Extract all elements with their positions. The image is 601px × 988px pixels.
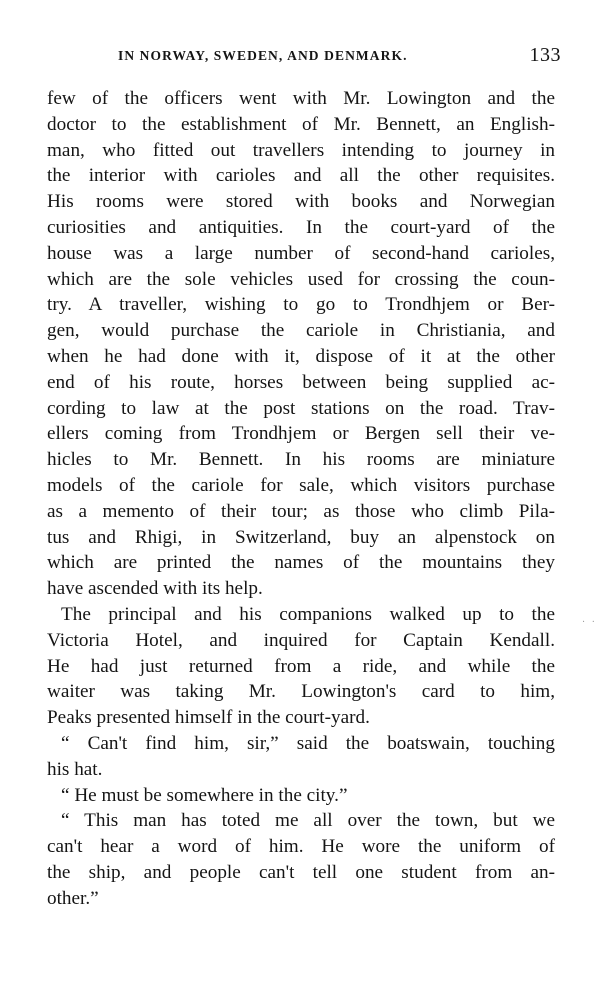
text-line: man, who fitted out travellers intending to journey in bbox=[47, 139, 555, 161]
paragraph bbox=[47, 602, 555, 731]
text-line: other.” bbox=[47, 887, 99, 909]
running-head: IN NORWAY, SWEDEN, AND DENMARK. bbox=[118, 48, 408, 63]
paragraph bbox=[47, 731, 555, 783]
text-line: which are printed the names of the mountains they bbox=[47, 552, 555, 574]
text-line: hicles to Mr. Bennett. In his rooms are miniature bbox=[47, 449, 555, 471]
paragraph bbox=[47, 783, 555, 809]
text-line: He had just returned from a ride, and while the bbox=[47, 655, 555, 677]
body-text bbox=[47, 86, 555, 912]
text-line: Victoria Hotel, and inquired for Captain Kendall. bbox=[47, 629, 555, 651]
text-line: waiter was taking Mr. Lowington's card to him, bbox=[47, 681, 555, 703]
text-line: have ascended with its help. bbox=[47, 578, 263, 600]
text-line: when he had done with it, dispose of it at the other bbox=[47, 345, 555, 367]
text-line: tus and Rhigi, in Switzerland, buy an alpenstock on bbox=[47, 526, 555, 548]
text-line: gen, would purchase the cariole in Christiania, and bbox=[47, 320, 555, 342]
text-line: “ Can't find him, sir,” said the boatswain, touching bbox=[61, 732, 555, 754]
text-line: cording to law at the post stations on the road. Trav- bbox=[47, 397, 555, 419]
text-line: try. A traveller, wishing to go to Trondhjem or Ber- bbox=[47, 294, 555, 316]
text-line: doctor to the establishment of Mr. Bennett, an English- bbox=[47, 113, 555, 135]
page-number: 133 bbox=[529, 44, 561, 66]
text-line: the interior with carioles and all the other requisites. bbox=[47, 165, 555, 187]
paragraph bbox=[47, 808, 555, 911]
text-line: ellers coming from Trondhjem or Bergen sell their ve- bbox=[47, 423, 555, 445]
page-header bbox=[118, 44, 561, 70]
text-line: the ship, and people can't tell one student from an- bbox=[47, 861, 555, 883]
text-line: end of his route, horses between being supplied ac- bbox=[47, 371, 555, 393]
text-line: few of the officers went with Mr. Lowington and the bbox=[47, 88, 555, 109]
text-line: The principal and his companions walked up to the bbox=[61, 603, 555, 625]
text-line: models of the cariole for sale, which visitors purchase bbox=[47, 474, 555, 496]
paragraph bbox=[47, 86, 555, 602]
text-line: His rooms were stored with books and Norwegian bbox=[47, 191, 555, 213]
text-line: “ He must be somewhere in the city.” bbox=[61, 784, 348, 806]
text-line: Peaks presented himself in the court-yard. bbox=[47, 707, 370, 729]
text-line: his hat. bbox=[47, 758, 103, 780]
text-line: as a memento of their tour; as those who climb Pila- bbox=[47, 500, 555, 522]
text-line: which are the sole vehicles used for crossing the coun- bbox=[47, 268, 555, 290]
text-line: can't hear a word of him. He wore the uniform of bbox=[47, 836, 555, 858]
text-line: “ This man has toted me all over the town, but we bbox=[61, 810, 555, 832]
text-line: house was a large number of second-hand carioles, bbox=[47, 242, 555, 264]
margin-mark: · · bbox=[581, 617, 597, 628]
text-line: curiosities and antiquities. In the court-yard of the bbox=[47, 216, 555, 238]
